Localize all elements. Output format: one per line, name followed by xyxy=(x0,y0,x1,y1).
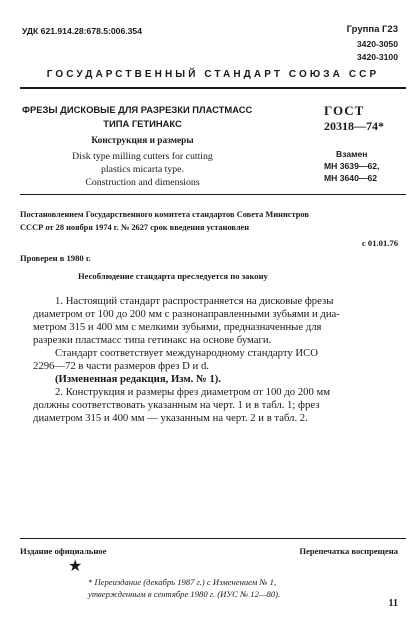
title-en-line-2: plastics micarta type. xyxy=(101,164,184,175)
title-en-line-1: Disk type milling cutters for cutting xyxy=(72,151,213,162)
star-icon: ★ xyxy=(68,558,83,575)
footer-rule xyxy=(20,538,406,539)
footnote-line-1: * Переиздание (декабрь 1987 г.) с Изменением № 1, xyxy=(88,577,277,587)
gost-label: ГОСТ xyxy=(324,103,365,118)
p1-line-3: метром 315 и 400 мм с мелкими зубьями, предназначенные для xyxy=(33,321,322,333)
header-rule xyxy=(20,87,406,89)
page-number: 11 xyxy=(388,598,398,609)
law-warning: Несоблюдение стандарта преследуется по закону xyxy=(78,271,268,281)
replace-label: Взамен xyxy=(336,149,368,159)
decree-line-1: Постановлением Государственного комитета стандартов Совета Министров xyxy=(20,210,309,219)
official-edition: Издание официальное xyxy=(20,546,107,556)
code-2: 3420-3100 xyxy=(356,52,398,62)
decree-date: с 01.01.76 xyxy=(361,238,398,248)
body-text xyxy=(33,295,397,425)
p1-line-1: 1. Настоящий стандарт распространяется на дисковые фрезы xyxy=(55,295,334,307)
p2-line-1: Стандарт соответствует международному стандарту ИСО xyxy=(55,347,318,359)
title-ru-line-2: ТИПА ГЕТИНАКС xyxy=(103,118,182,129)
p2-line-2: 2296—72 в части размеров фрез D и d. xyxy=(33,360,209,372)
replace-code-1: МН 3639—62, xyxy=(324,161,380,171)
reprint-notice: Перепечатка воспрещена xyxy=(299,546,398,556)
p1-line-2: диаметром от 100 до 200 мм с разнонаправленными зубьями и диа- xyxy=(33,308,340,320)
p3-amendment: (Измененная редакция, Изм. № 1). xyxy=(55,373,222,385)
title-rule xyxy=(20,194,406,195)
group-label: Группа Г23 xyxy=(346,24,398,35)
state-standard-heading: ГОСУДАРСТВЕННЫЙ СТАНДАРТ СОЮЗА ССР xyxy=(46,69,380,80)
subtitle-ru: Конструкция и размеры xyxy=(91,136,194,146)
p4-line-1: 2. Конструкция и размеры фрез диаметром от 100 до 200 мм xyxy=(55,386,331,398)
gost-number: 20318—74* xyxy=(324,119,384,133)
p1-line-4: разрезки пластмасс типа гетинакс на основе бумаги. xyxy=(33,334,272,346)
title-ru-line-1: ФРЕЗЫ ДИСКОВЫЕ ДЛЯ РАЗРЕЗКИ ПЛАСТМАСС xyxy=(22,104,253,115)
decree-line-2: СССР от 28 ноября 1974 г. № 2627 срок введения установлен xyxy=(20,223,250,232)
replace-code-2: МН 3640—62 xyxy=(324,173,378,183)
footnote-line-2: утвержденным в сентябре 1980 г. (ИУС № 12—80). xyxy=(88,589,281,599)
p4-line-3: диаметром 315 и 400 мм — указанным на черт. 2 и в табл. 2. xyxy=(33,412,308,424)
p4-line-2: должны соответствовать указанным на черт. 1 и в табл. 1; фрез xyxy=(33,399,320,411)
code-1: 3420-3050 xyxy=(356,39,398,49)
title-en-line-3: Construction and dimensions xyxy=(85,177,200,188)
udc-code: УДК 621.914.28:678.5:006.354 xyxy=(22,26,142,36)
checked-year: Проверен в 1980 г. xyxy=(20,253,91,263)
